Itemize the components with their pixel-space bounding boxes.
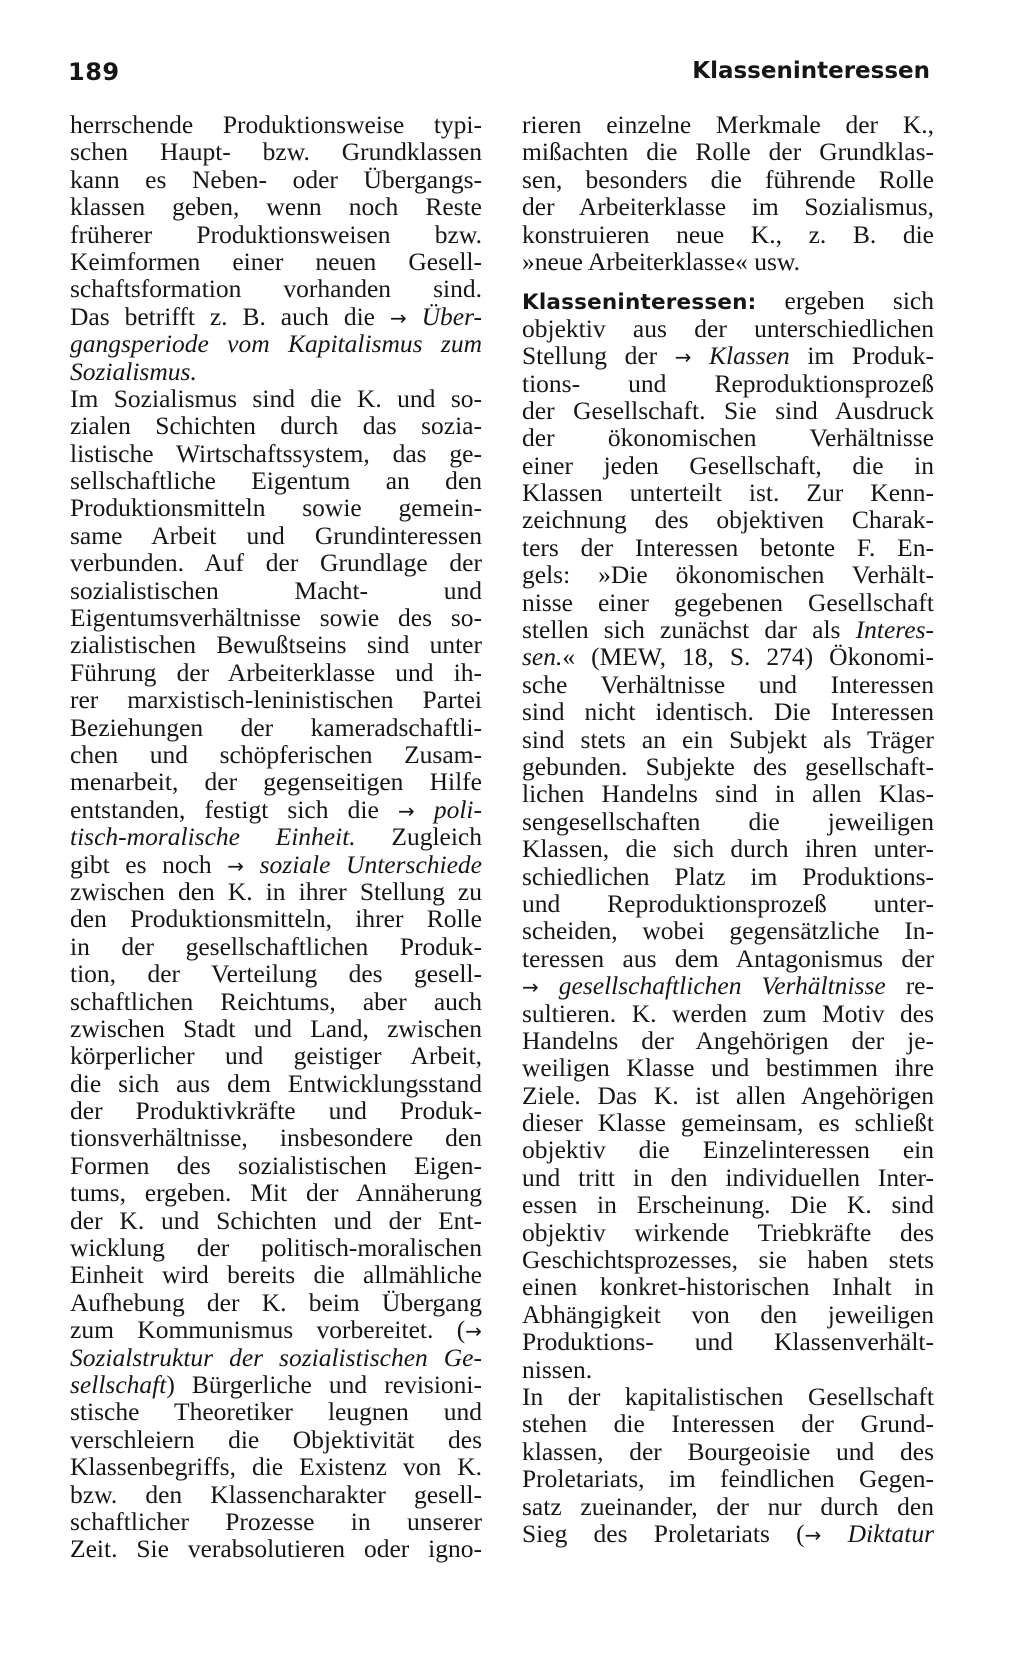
text-line: Klassenbegriffs, die Existenz von K.: [70, 1452, 482, 1482]
text-line: wicklung der politisch-moralischen: [70, 1233, 482, 1263]
text-line: herrschende Produktionsweise typi-: [70, 110, 482, 139]
text-line: [70, 1344, 482, 1371]
line-text: im Produk-: [789, 341, 934, 371]
cross-reference-link[interactable]: Über-: [421, 301, 483, 331]
left-column: [70, 111, 482, 1563]
text-line: sen, besonders die führende Rolle: [522, 164, 934, 194]
text-line: zialistischen Bewußtseins sind unter: [70, 630, 482, 660]
text-line: Beziehungen der kameradschaftli-: [70, 712, 482, 742]
text-line: Proletariats, im feindlichen Gegen-: [522, 1464, 934, 1494]
cross-reference-arrow-icon: →: [227, 853, 245, 878]
text-line: den Produktionsmitteln, ihrer Rolle: [70, 904, 482, 934]
text-line: rer marxistisch-leninistischen Partei: [70, 685, 482, 715]
text-line: [70, 1316, 482, 1343]
text-line: sellschaftliche Eigentum an den: [70, 466, 482, 496]
cross-reference-link[interactable]: Diktatur: [847, 1518, 935, 1548]
cross-reference-arrow-icon: →: [389, 305, 407, 330]
text-line: [70, 358, 482, 385]
text-line: Geschichtsprozesses, sie haben stets: [522, 1245, 934, 1275]
text-line: dieser Klasse gemeinsam, es schließt: [522, 1108, 934, 1138]
text-line: satz zueinander, der nur durch den: [522, 1491, 934, 1521]
text-line: schaftlicher Prozesse in unserer: [70, 1506, 482, 1536]
line-text: Das betrifft z. B. auch die: [70, 301, 375, 331]
cross-reference-link[interactable]: Sozialstruktur der sozialistischen Ge-: [70, 1342, 482, 1372]
text-line: Eigentumsverhältnisse sowie des so-: [70, 603, 482, 633]
text-line: sind stets an ein Subjekt als Träger: [522, 724, 934, 754]
text-line: ters der Interessen betonte F. En-: [522, 532, 934, 562]
text-line: tums, ergeben. Mit der Annäherung: [70, 1178, 482, 1208]
line-text: Sieg des Proletariats (: [522, 1518, 805, 1548]
text-line: [522, 1520, 934, 1547]
cross-reference-arrow-icon: →: [804, 1522, 822, 1547]
text-line: Ziele. Das K. ist allen Angehörigen: [522, 1080, 934, 1110]
text-line: menarbeit, der gegenseitigen Hilfe: [70, 767, 482, 797]
text-line: sozialistischen Macht- und: [70, 575, 482, 605]
cross-reference-link[interactable]: sellschaft: [70, 1369, 167, 1399]
text-line: [70, 823, 482, 850]
text-line: und tritt in den individuellen Inter-: [522, 1162, 934, 1192]
line-text: Zugleich: [355, 822, 482, 852]
cross-reference-link[interactable]: tisch-moralische Einheit.: [70, 822, 356, 852]
text-line: der Arbeiterklasse im Sozialismus,: [522, 192, 934, 222]
text-line: stehen die Interessen der Grund-: [522, 1409, 934, 1439]
text-line: zialen Schichten durch das sozia-: [70, 411, 482, 441]
text-line: klassen, der Bourgeoisie und des: [522, 1436, 934, 1466]
text-line: schaftlichen Reichtums, aber auch: [70, 986, 482, 1016]
text-line: teressen aus dem Antagonismus der: [522, 943, 934, 973]
text-line: bzw. den Klassencharakter gesell-: [70, 1479, 482, 1509]
text-line: objektiv wirkende Triebkräfte des: [522, 1217, 934, 1247]
text-line: schiedlichen Platz im Produktions-: [522, 861, 934, 891]
text-line: körperlicher und geistiger Arbeit,: [70, 1041, 482, 1071]
text-line: tionsverhältnisse, insbesondere den: [70, 1123, 482, 1153]
text-line: listische Wirtschaftssystem, das ge-: [70, 438, 482, 468]
running-head: Klasseninteressen: [692, 58, 930, 84]
text-line: nissen.: [522, 1354, 593, 1384]
text-line: der K. und Schichten und der Ent-: [70, 1205, 482, 1235]
line-text: stellen sich zunächst dar als: [522, 615, 841, 645]
line-text: Stellung der: [522, 341, 658, 371]
text-line: Führung der Arbeiterklasse und ih-: [70, 657, 482, 687]
text-line: same Arbeit und Grundinteressen: [70, 520, 482, 550]
text-line: [522, 643, 934, 670]
text-line: zwischen den K. in ihrer Stellung zu: [70, 876, 482, 906]
text-line: objektiv die Einzelinteressen ein: [522, 1135, 934, 1165]
text-line: Handelns der Angehörigen der je-: [522, 1025, 934, 1055]
quoted-emphasis: Interes-: [855, 615, 934, 645]
right-column: [522, 111, 934, 1547]
text-line: schaftsformation vorhanden sind.: [70, 274, 482, 304]
text-line: scheiden, wobei gegensätzliche In-: [522, 916, 934, 946]
cross-reference-link[interactable]: gesellschaftlichen Verhältnisse: [558, 971, 886, 1001]
line-text: ) Bürgerliche und revisioni-: [166, 1369, 482, 1399]
cross-reference-arrow-icon: →: [674, 345, 692, 370]
text-line: nisse einer gegebenen Gesellschaft: [522, 587, 934, 617]
text-line: zeichnung des objektiven Charak-: [522, 505, 934, 535]
cross-reference-link[interactable]: Sozialismus.: [70, 356, 197, 386]
text-line: kann es Neben- oder Übergangs-: [70, 164, 482, 194]
text-line: der Produktivkräfte und Produk-: [70, 1096, 482, 1126]
text-line: Im Sozialismus sind die K. und so-: [70, 383, 482, 413]
quoted-emphasis: sen.: [522, 642, 563, 672]
text-line: Keimformen einer neuen Gesell-: [70, 246, 482, 276]
text-line: die sich aus dem Entwicklungsstand: [70, 1068, 482, 1098]
text-line: lichen Handelns sind in allen Klas-: [522, 779, 934, 809]
page-number: 189: [68, 58, 120, 86]
text-line: tion, der Verteilung des gesell-: [70, 959, 482, 989]
cross-reference-link[interactable]: gangsperiode vom Kapitalismus zum: [70, 329, 482, 359]
text-line: einen konkret-historischen Inhalt in: [522, 1272, 934, 1302]
entry-headword: Klasseninteressen:: [522, 290, 757, 316]
text-line: der ökonomischen Verhältnisse: [522, 423, 934, 453]
text-line: Klassen unterteilt ist. Zur Kenn-: [522, 478, 934, 508]
text-line: Formen des sozialistischen Eigen-: [70, 1150, 482, 1180]
text-line: chen und schöpferischen Zusam-: [70, 739, 482, 769]
line-text: ergeben sich: [756, 286, 934, 316]
text-line: einer jeden Gesellschaft, die in: [522, 450, 934, 480]
text-line: [522, 972, 934, 999]
text-line: sengesellschaften die jeweiligen: [522, 806, 934, 836]
text-line: gebunden. Subjekte des gesellschaft-: [522, 751, 934, 781]
text-line: sind nicht identisch. Die Interessen: [522, 697, 934, 727]
text-line: Zeit. Sie verabsolutieren oder igno-: [70, 1534, 482, 1564]
text-line: konstruieren neue K., z. B. die: [522, 219, 934, 249]
text-line: Produktions- und Klassenverhält-: [522, 1327, 934, 1357]
line-text: entstanden, festigt sich die: [70, 794, 379, 824]
cross-reference-link[interactable]: soziale Unterschiede: [259, 849, 483, 879]
text-line: [70, 796, 482, 823]
text-line: schen Haupt- bzw. Grundklassen: [70, 137, 482, 167]
text-line: gels: »Die ökonomischen Verhält-: [522, 560, 934, 590]
text-line: Produktionsmitteln sowie gemein-: [70, 493, 482, 523]
text-line: verbunden. Auf der Grundlage der: [70, 548, 482, 578]
line-text: « (MEW, 18, S. 274) Ökonomi-: [562, 642, 934, 672]
cross-reference-link[interactable]: poli-: [433, 794, 483, 824]
text-line: Abhängigkeit von den jeweiligen: [522, 1299, 934, 1329]
text-line: rieren einzelne Merkmale der K.,: [522, 110, 934, 139]
text-line: Einheit wird bereits die allmähliche: [70, 1260, 482, 1290]
text-line: [70, 851, 482, 878]
text-line: [522, 342, 934, 369]
text-line: [522, 616, 934, 643]
cross-reference-arrow-icon: →: [465, 1319, 482, 1344]
line-text: re-: [885, 971, 934, 1001]
text-line: Aufhebung der K. beim Übergang: [70, 1287, 482, 1317]
cross-reference-arrow-icon: →: [397, 798, 415, 823]
cross-reference-arrow-icon: →: [522, 975, 539, 1000]
text-line: sche Verhältnisse und Interessen: [522, 669, 934, 699]
text-line: Klassen, die sich durch ihren unter-: [522, 834, 934, 864]
text-line: essen in Erscheinung. Die K. sind: [522, 1190, 934, 1220]
text-line: [70, 1371, 482, 1398]
text-line: [70, 330, 482, 357]
text-line: zwischen Stadt und Land, zwischen: [70, 1013, 482, 1043]
text-line: sultieren. K. werden zum Motiv des: [522, 998, 934, 1028]
text-line: In der kapitalistischen Gesellschaft: [522, 1381, 934, 1411]
text-line: klassen geben, wenn noch Reste: [70, 192, 482, 222]
text-line: und Reproduktionsprozeß unter-: [522, 888, 934, 918]
text-line: [70, 303, 482, 330]
text-line: weiligen Klasse und bestimmen ihre: [522, 1053, 934, 1083]
text-line: »neue Arbeiterklasse« usw.: [522, 246, 801, 276]
text-line: stische Theoretiker leugnen und: [70, 1397, 482, 1427]
text-line: der Gesellschaft. Sie sind Ausdruck: [522, 395, 934, 425]
cross-reference-link[interactable]: Klassen: [709, 341, 790, 371]
text-line: objektiv aus der unterschiedlichen: [522, 313, 934, 343]
text-line: tions- und Reproduktionsprozeß: [522, 368, 934, 398]
entry-heading-line: [522, 287, 934, 314]
line-text: zum Kommunismus vorbereitet. (: [70, 1315, 466, 1345]
line-text: gibt es noch: [70, 849, 212, 879]
text-line: in der gesellschaftlichen Produk-: [70, 931, 482, 961]
text-line: mißachten die Rolle der Grundklas-: [522, 137, 934, 167]
text-line: früherer Produktionsweisen bzw.: [70, 219, 482, 249]
text-line: verschleiern die Objektivität des: [70, 1424, 482, 1454]
